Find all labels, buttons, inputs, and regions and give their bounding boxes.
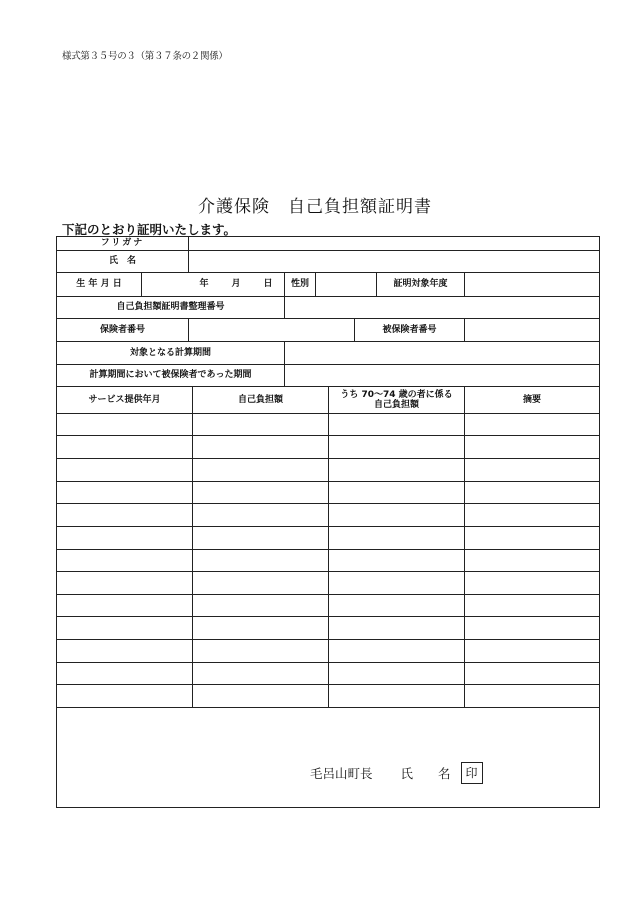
name-label: 氏 名 — [400, 766, 451, 781]
column-header-remarks: 摘要 — [522, 394, 541, 405]
document-title: 介護保険 自己負担額証明書 — [198, 197, 432, 217]
label-insurer-number: 保険者番号 — [99, 324, 145, 335]
signature-block — [310, 762, 483, 784]
rule-v-col2 — [328, 386, 329, 707]
label-insured-number: 被保険者番号 — [382, 324, 437, 335]
rule-v-birth — [141, 272, 142, 296]
mayor-title: 毛呂山町長 — [310, 766, 373, 781]
label-insured-period: 計算期間において被保険者であった期間 — [89, 370, 252, 381]
label-day: 日 — [263, 279, 273, 290]
label-cert-number: 自己負担額証明書整理番号 — [116, 302, 225, 313]
name-field[interactable] — [188, 251, 599, 272]
label-calc-period: 対象となる計算期間 — [129, 347, 211, 358]
label-month: 月 — [231, 279, 241, 290]
label-birth-date: 生 年 月 日 — [76, 279, 122, 290]
rule-v-period — [284, 341, 285, 386]
rule-v-sex-right — [315, 272, 316, 296]
rule-v-col3 — [464, 386, 465, 707]
rule-v-insurer — [188, 318, 189, 341]
column-header-copay-70-74: うち 70～74 歳の者に係る 自己負担額 — [340, 389, 453, 410]
intro-text: 下記のとおり証明いたします。 — [62, 222, 237, 237]
form-number: 様式第３５号の３（第３７条の２関係） — [62, 51, 228, 62]
label-cert-year: 証明対象年度 — [393, 279, 448, 290]
label-year: 年 — [199, 279, 209, 290]
rule-v-insured-right — [464, 318, 465, 341]
label-name: 氏 名 — [108, 256, 136, 267]
column-header-copay: 自己負担額 — [237, 394, 283, 405]
rule-v-cert-number — [284, 296, 285, 318]
column-header-service-month: サービス提供年月 — [88, 394, 161, 405]
rule-table-end — [56, 707, 600, 708]
label-furigana: フリガナ — [100, 238, 145, 249]
rule-v-cert-year-right — [464, 272, 465, 296]
rule-v-col1 — [192, 386, 193, 707]
seal-mark: 印 — [461, 762, 483, 784]
label-sex: 性別 — [290, 279, 309, 290]
